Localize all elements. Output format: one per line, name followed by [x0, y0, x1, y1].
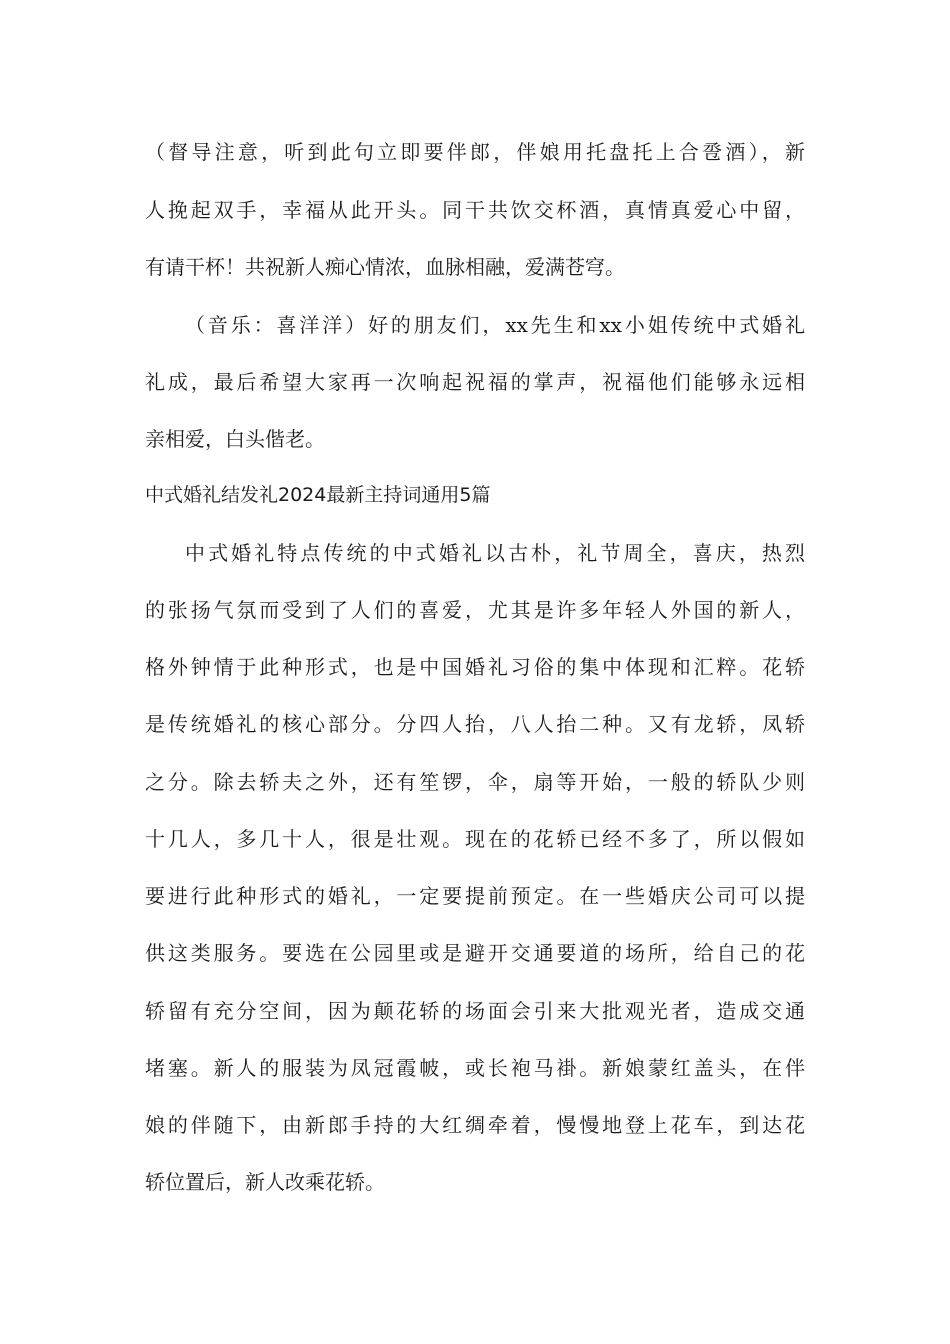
- body-line-1: 中式婚礼特点传统的中式婚礼以古朴，礼节周全，喜庆，热烈: [185, 541, 805, 565]
- body-line-5: 之分。除去轿夫之外，还有笙锣，伞，扇等开始，一般的轿队少则: [145, 770, 805, 794]
- body-line-4: 是传统婚礼的核心部分。分四人抬，八人抬二种。又有龙轿，凤轿: [145, 712, 805, 736]
- body-line-11: 娘的伴随下，由新郎手持的大红绸牵着，慢慢地登上花车，到达花: [145, 1113, 805, 1137]
- paragraph-1-line-3: 有请干杯！共祝新人痴心情浓，血脉相融，爱满苍穹。: [145, 255, 625, 279]
- body-line-7: 要进行此种形式的婚礼，一定要提前预定。在一些婚庆公司可以提: [145, 884, 805, 908]
- body-line-10: 堵塞。新人的服装为凤冠霞帔，或长袍马褂。新娘蒙红盖头，在伴: [145, 1056, 805, 1080]
- body-line-2: 的张扬气氛而受到了人们的喜爱，尤其是许多年轻人外国的新人，: [145, 598, 805, 622]
- section-heading: 中式婚礼结发礼2024最新主持词通用5篇: [145, 484, 491, 506]
- paragraph-2-line-3: 亲相爱，白头偕老。: [145, 427, 325, 451]
- body-line-12: 轿位置后，新人改乘花轿。: [145, 1170, 385, 1194]
- body-line-8: 供这类服务。要选在公园里或是避开交通要道的场所，给自己的花: [145, 941, 805, 965]
- paragraph-2-line-2: 礼成，最后希望大家再一次响起祝福的掌声，祝福他们能够永远相: [145, 370, 805, 394]
- paragraph-2-line-1: （音乐：喜洋洋）好的朋友们，xx先生和xx小姐传统中式婚礼: [185, 313, 805, 337]
- paragraph-1-line-2: 人挽起双手，幸福从此开头。同干共饮交杯酒，真情真爱心中留，: [145, 198, 805, 222]
- body-line-6: 十几人，多几十人，很是壮观。现在的花轿已经不多了，所以假如: [145, 827, 805, 851]
- body-line-9: 轿留有充分空间，因为颠花轿的场面会引来大批观光者，造成交通: [145, 999, 805, 1023]
- body-line-3: 格外钟情于此种形式，也是中国婚礼习俗的集中体现和汇粹。花轿: [145, 655, 805, 679]
- paragraph-1-line-1: （督导注意，听到此句立即要伴郎，伴娘用托盘托上合卺酒），新: [145, 140, 805, 164]
